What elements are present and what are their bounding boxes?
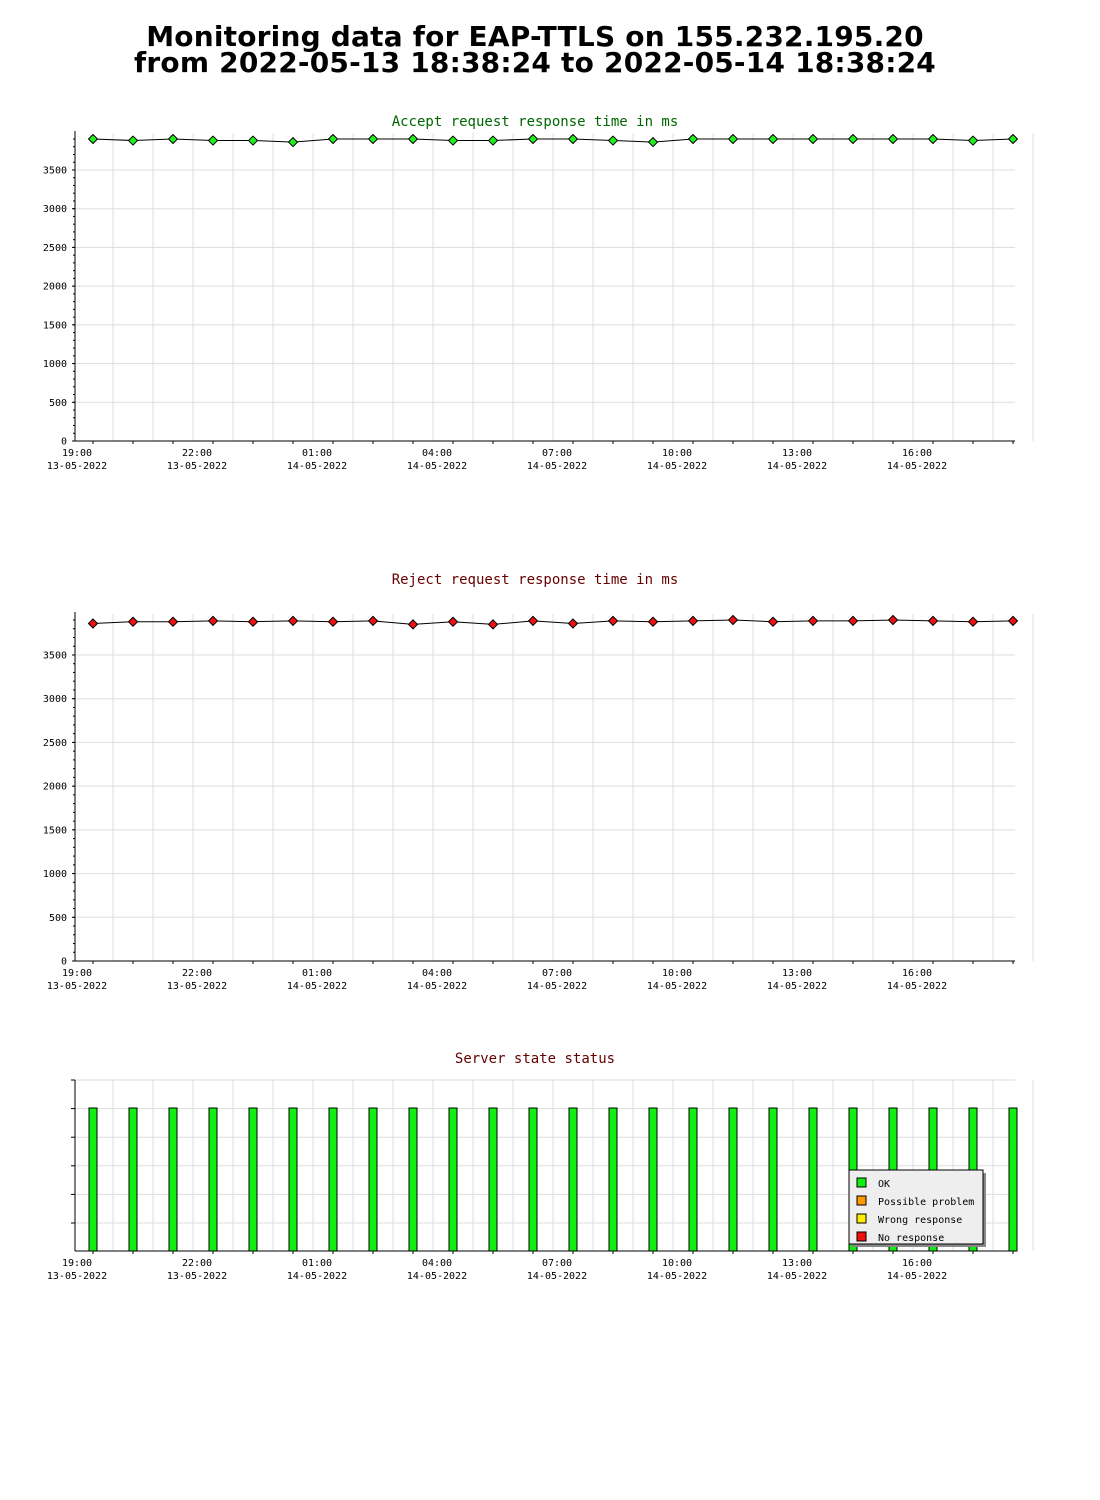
- data-point: [689, 135, 698, 144]
- status-chart-title: Server state status: [454, 1051, 616, 1067]
- x-tick-label-date: 13-05-2022: [166, 461, 228, 472]
- status-bar: [249, 1108, 257, 1251]
- x-tick-label-date: 14-05-2022: [886, 461, 948, 472]
- y-tick-label: 3500: [42, 650, 67, 662]
- legend-label: OK: [878, 1179, 891, 1190]
- server-status-chart: [0, 1043, 1100, 1293]
- data-point: [889, 135, 898, 144]
- status-bar: [529, 1108, 537, 1251]
- data-point: [609, 136, 618, 145]
- y-tick-label: 2500: [42, 737, 67, 749]
- status-bar: [289, 1108, 297, 1251]
- x-tick-label-date: 14-05-2022: [286, 461, 348, 472]
- data-point: [929, 135, 938, 144]
- x-tick-label-date: 14-05-2022: [526, 981, 588, 992]
- x-tick-label-time: 01:00: [301, 1258, 333, 1269]
- x-tick-label-date: 14-05-2022: [286, 981, 348, 992]
- data-point: [89, 619, 98, 628]
- data-point: [929, 616, 938, 625]
- status-bar: [609, 1108, 617, 1251]
- x-tick-label-date: 14-05-2022: [646, 1271, 708, 1282]
- status-bar: [649, 1108, 657, 1251]
- reject-chart-title: Reject request response time in ms: [391, 572, 679, 588]
- data-point: [689, 616, 698, 625]
- accept-response-chart: [0, 105, 1100, 485]
- x-tick-label-time: 07:00: [541, 1258, 573, 1269]
- x-tick-label-date: 13-05-2022: [46, 981, 108, 992]
- accept-chart-title: Accept request response time in ms: [391, 114, 679, 130]
- x-tick-label-time: 19:00: [61, 1258, 93, 1269]
- data-point: [329, 617, 338, 626]
- data-point: [969, 136, 978, 145]
- x-tick-label-time: 10:00: [661, 448, 693, 459]
- legend-swatch: [857, 1178, 866, 1187]
- status-bar: [209, 1108, 217, 1251]
- status-bar: [409, 1108, 417, 1251]
- data-point: [169, 135, 178, 144]
- data-point: [249, 617, 258, 626]
- x-tick-label-date: 14-05-2022: [406, 461, 468, 472]
- legend-swatch: [857, 1214, 866, 1223]
- x-tick-label-time: 04:00: [421, 448, 453, 459]
- data-point: [529, 135, 538, 144]
- status-bar: [1009, 1108, 1017, 1251]
- x-tick-label-date: 14-05-2022: [886, 1271, 948, 1282]
- x-tick-label-time: 04:00: [421, 1258, 453, 1269]
- data-point: [729, 616, 738, 625]
- x-tick-label-time: 22:00: [181, 448, 213, 459]
- data-point: [769, 617, 778, 626]
- x-tick-label-date: 14-05-2022: [646, 461, 708, 472]
- y-tick-label: 500: [48, 397, 67, 409]
- legend-label: No response: [878, 1233, 945, 1244]
- data-point: [809, 616, 818, 625]
- data-point: [89, 135, 98, 144]
- data-point: [849, 135, 858, 144]
- x-tick-label-date: 14-05-2022: [526, 1271, 588, 1282]
- x-tick-label-date: 14-05-2022: [766, 981, 828, 992]
- x-tick-label-time: 04:00: [421, 968, 453, 979]
- data-point: [609, 616, 618, 625]
- y-tick-label: 2500: [42, 242, 67, 254]
- data-point: [649, 617, 658, 626]
- data-point: [129, 136, 138, 145]
- status-bar: [489, 1108, 497, 1251]
- data-point: [529, 616, 538, 625]
- x-tick-label-time: 10:00: [661, 1258, 693, 1269]
- status-bar: [729, 1108, 737, 1251]
- x-tick-label-date: 14-05-2022: [286, 1271, 348, 1282]
- y-tick-label: 1500: [42, 320, 67, 332]
- data-point: [289, 616, 298, 625]
- x-tick-label-date: 14-05-2022: [646, 981, 708, 992]
- data-point: [169, 617, 178, 626]
- status-bar: [449, 1108, 457, 1251]
- data-point: [209, 616, 218, 625]
- legend-swatch: [857, 1232, 866, 1241]
- data-point: [409, 135, 418, 144]
- x-tick-label-time: 16:00: [901, 1258, 933, 1269]
- x-tick-label-date: 13-05-2022: [166, 1271, 228, 1282]
- x-tick-label-date: 14-05-2022: [886, 981, 948, 992]
- y-tick-label: 2000: [42, 281, 67, 293]
- x-tick-label-time: 16:00: [901, 448, 933, 459]
- data-point: [409, 620, 418, 629]
- x-tick-label-time: 07:00: [541, 968, 573, 979]
- x-tick-label-date: 13-05-2022: [46, 461, 108, 472]
- data-point: [449, 136, 458, 145]
- x-tick-label-date: 14-05-2022: [526, 461, 588, 472]
- page-title: [0, 20, 1070, 79]
- data-point: [809, 135, 818, 144]
- x-tick-label-date: 14-05-2022: [766, 461, 828, 472]
- page-title-line-1: Monitoring data for EAP-TTLS on 155.232.195.20: [146, 20, 924, 53]
- x-tick-label-time: 01:00: [301, 968, 333, 979]
- legend-swatch: [857, 1196, 866, 1205]
- status-bar: [569, 1108, 577, 1251]
- data-point: [969, 617, 978, 626]
- reject-response-chart: [0, 565, 1100, 1005]
- data-point: [369, 135, 378, 144]
- x-tick-label-time: 01:00: [301, 448, 333, 459]
- data-point: [489, 136, 498, 145]
- y-tick-label: 3500: [42, 165, 67, 177]
- x-tick-label-date: 13-05-2022: [166, 981, 228, 992]
- data-point: [209, 136, 218, 145]
- data-point: [369, 616, 378, 625]
- data-point: [449, 617, 458, 626]
- y-tick-label: 500: [48, 912, 67, 924]
- x-tick-label-time: 13:00: [781, 968, 813, 979]
- status-bar: [369, 1108, 377, 1251]
- status-bar: [689, 1108, 697, 1251]
- status-bar: [169, 1108, 177, 1251]
- data-point: [489, 620, 498, 629]
- data-point: [569, 135, 578, 144]
- x-tick-label-date: 14-05-2022: [406, 1271, 468, 1282]
- legend-label: Wrong response: [878, 1215, 963, 1226]
- status-bar: [809, 1108, 817, 1251]
- status-bar: [89, 1108, 97, 1251]
- y-tick-label: 0: [60, 436, 67, 448]
- page-title-line-2: from 2022-05-13 18:38:24 to 2022-05-14 18:38:24: [134, 46, 936, 79]
- x-tick-label-date: 13-05-2022: [46, 1271, 108, 1282]
- x-tick-label-time: 19:00: [61, 448, 93, 459]
- data-point: [769, 135, 778, 144]
- x-tick-label-date: 14-05-2022: [406, 981, 468, 992]
- y-tick-label: 1000: [42, 359, 67, 371]
- data-point: [129, 617, 138, 626]
- y-tick-label: 3000: [42, 204, 67, 216]
- y-tick-label: 1000: [42, 869, 67, 881]
- data-point: [849, 616, 858, 625]
- legend-label: Possible problem: [878, 1197, 975, 1208]
- y-tick-label: 2000: [42, 781, 67, 793]
- data-point: [889, 616, 898, 625]
- y-tick-label: 3000: [42, 694, 67, 706]
- x-tick-label-time: 13:00: [781, 448, 813, 459]
- x-tick-label-time: 07:00: [541, 448, 573, 459]
- data-point: [289, 138, 298, 147]
- data-point: [329, 135, 338, 144]
- x-tick-label-time: 16:00: [901, 968, 933, 979]
- status-bar: [129, 1108, 137, 1251]
- y-tick-label: 0: [60, 956, 67, 968]
- y-tick-label: 1500: [42, 825, 67, 837]
- data-point: [729, 135, 738, 144]
- data-point: [1009, 135, 1018, 144]
- x-tick-label-time: 22:00: [181, 968, 213, 979]
- x-tick-label-time: 19:00: [61, 968, 93, 979]
- x-tick-label-date: 14-05-2022: [766, 1271, 828, 1282]
- x-tick-label-time: 13:00: [781, 1258, 813, 1269]
- data-point: [569, 619, 578, 628]
- data-point: [1009, 616, 1018, 625]
- x-tick-label-time: 22:00: [181, 1258, 213, 1269]
- status-bar: [329, 1108, 337, 1251]
- data-point: [649, 138, 658, 147]
- data-point: [249, 136, 258, 145]
- x-tick-label-time: 10:00: [661, 968, 693, 979]
- status-bar: [769, 1108, 777, 1251]
